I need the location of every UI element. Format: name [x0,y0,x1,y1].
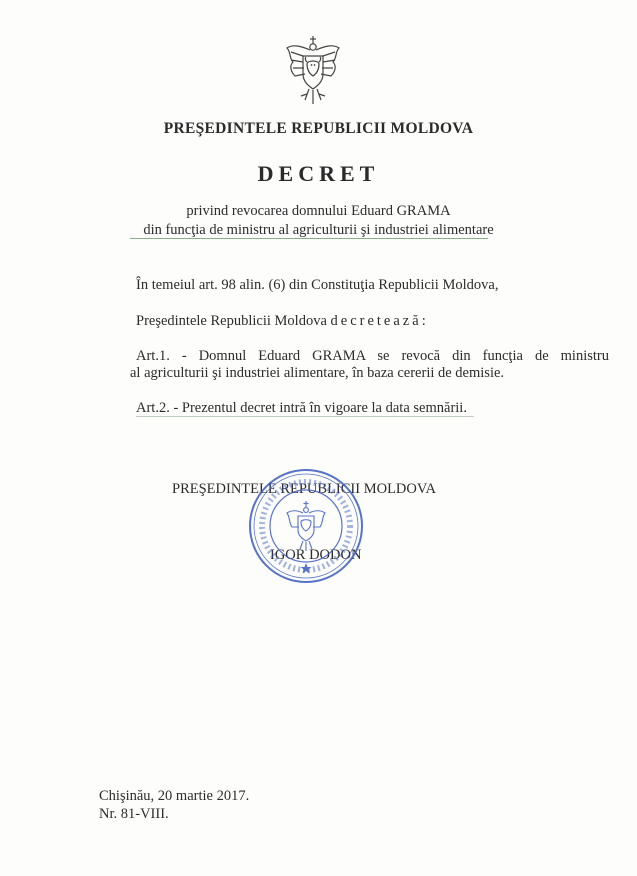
president-decrees-paragraph [136,313,426,330]
place-and-date: Chişinău, 20 martie 2017. [99,788,250,804]
president-prefix: Preşedintele Republicii Moldova [136,313,331,329]
president-suffix: : [421,313,426,329]
decree-subject-line-1: privind revocarea domnului Eduard GRAMA [186,203,451,219]
signature-title: PREŞEDINTELE REPUBLICII MOLDOVA [172,481,436,497]
legal-basis-paragraph: În temeiul art. 98 alin. (6) din Constituţia Republicii Moldova, [136,277,499,293]
article-2-underline [136,416,474,417]
article-1-line-2: al agriculturii şi industriei alimentare, în baza cererii de demisie. [130,365,505,381]
issuer-heading: PREŞEDINTELE REPUBLICII MOLDOVA [163,120,474,137]
decree-title: DECRET [257,161,380,186]
subject-underline [130,238,488,239]
article-2: Art.2. - Prezentul decret intră în vigoare la data semnării. [136,400,467,416]
presidential-seal-icon [247,467,365,585]
article-1-line-1: Art.1. - Domnul Eduard GRAMA se revocă din funcţia de ministru [136,348,609,364]
signature-name: IGOR DODON [270,547,362,563]
president-verb: decretează [330,313,422,329]
moldova-coat-of-arms-icon [283,34,343,108]
decree-number: Nr. 81-VIII. [99,806,169,822]
decree-subject-line-2: din funcţia de ministru al agriculturii şi industriei alimentare [143,222,494,238]
